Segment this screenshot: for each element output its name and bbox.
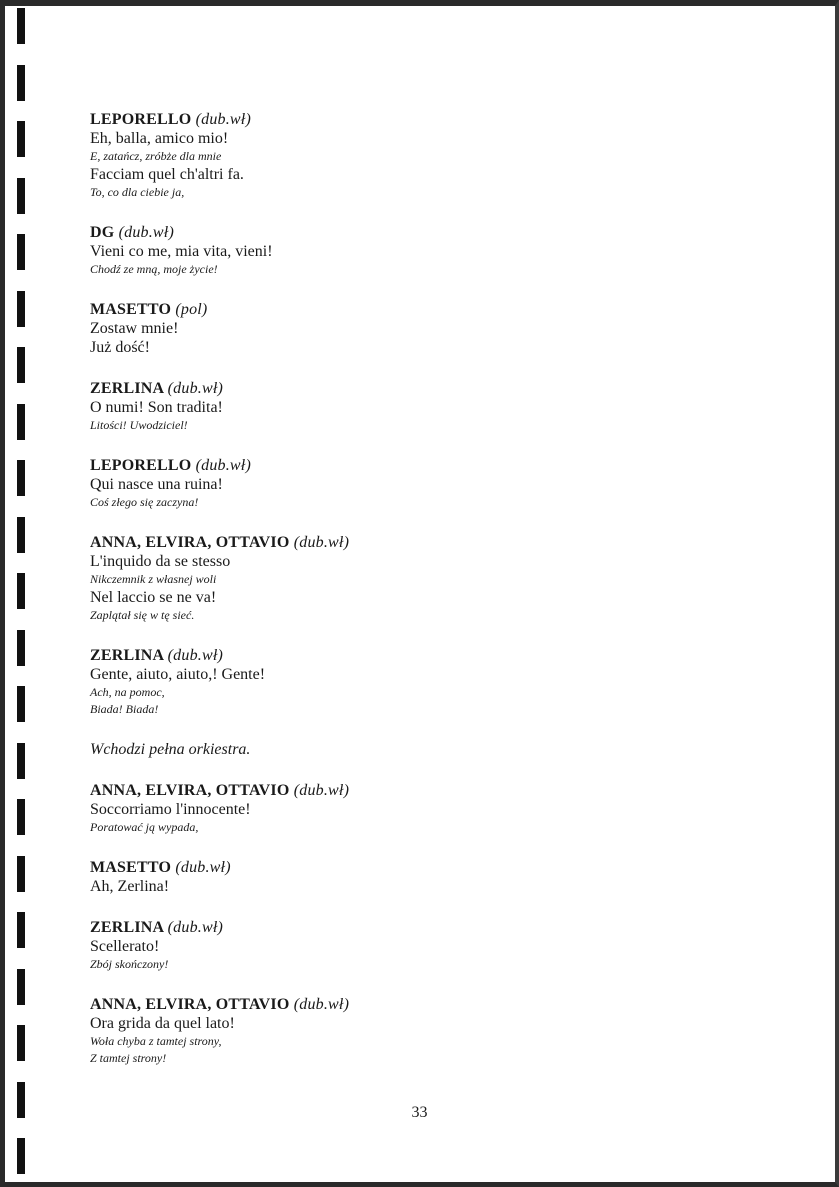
speaker-name: LEPORELLO — [90, 111, 192, 128]
speaker-heading — [90, 858, 790, 877]
speaker-name: ZERLINA — [90, 919, 164, 936]
binder-hole-mark — [17, 517, 25, 553]
translation-line: Ach, na pomoc, — [90, 685, 165, 699]
speaker-heading — [90, 533, 790, 552]
lyric-line: Już dość! — [90, 339, 150, 356]
speaker-heading — [90, 110, 790, 129]
binder-holes — [17, 0, 27, 1187]
binder-hole-mark — [17, 799, 25, 835]
speech-block — [90, 781, 790, 836]
translation-line: Biada! Biada! — [90, 702, 159, 716]
translation-line: Chodź ze mną, moje życie! — [90, 262, 218, 276]
speech-block — [90, 646, 790, 718]
speaker-name: LEPORELLO — [90, 457, 192, 474]
translation-line: Zbój skończony! — [90, 957, 169, 971]
speaker-note: (dub.wł) — [293, 782, 350, 799]
stage-direction: Wchodzi pełna orkiestra. — [90, 741, 251, 758]
binder-hole-mark — [17, 743, 25, 779]
speech-block — [90, 918, 790, 973]
binder-hole-mark — [17, 1138, 25, 1174]
binder-hole-mark — [17, 460, 25, 496]
binder-hole-mark — [17, 856, 25, 892]
speech-block — [90, 533, 790, 624]
lyric-line: Vieni co me, mia vita, vieni! — [90, 243, 273, 260]
lyric-line: Gente, aiuto, aiuto,! Gente! — [90, 666, 266, 683]
speaker-note: (pol) — [175, 301, 208, 318]
lyric-line: Eh, balla, amico mio! — [90, 130, 229, 147]
speaker-name: DG — [90, 224, 115, 241]
speaker-name: MASETTO — [90, 859, 172, 876]
binder-hole-mark — [17, 686, 25, 722]
speaker-note: (dub.wł) — [167, 919, 224, 936]
binder-hole-mark — [17, 1025, 25, 1061]
speaker-note: (dub.wł) — [175, 859, 231, 876]
binder-hole-mark — [17, 121, 25, 157]
speaker-heading — [90, 918, 790, 937]
lyric-line: Soccorriamo l'innocente! — [90, 801, 251, 818]
speaker-name: ANNA, ELVIRA, OTTAVIO — [90, 534, 290, 551]
speaker-note: (dub.wł) — [293, 996, 350, 1013]
lyric-line: O numi! Son tradita! — [90, 399, 223, 416]
speaker-name: ANNA, ELVIRA, OTTAVIO — [90, 782, 290, 799]
speaker-heading — [90, 223, 790, 242]
binder-hole-mark — [17, 630, 25, 666]
lyric-line: Ora grida da quel lato! — [90, 1015, 235, 1032]
translation-line: Nikczemnik z własnej woli — [90, 572, 217, 586]
speaker-heading — [90, 379, 790, 398]
speech-block — [90, 858, 790, 896]
binder-hole-mark — [17, 573, 25, 609]
translation-line: Coś złego się zaczyna! — [90, 495, 199, 509]
translation-line: Poratować ją wypada, — [90, 820, 199, 834]
lyric-line: Zostaw mnie! — [90, 320, 179, 337]
binder-hole-mark — [17, 8, 25, 44]
translation-line: Zaplątał się w tę sieć. — [90, 608, 195, 622]
binder-hole-mark — [17, 65, 25, 101]
speaker-note: (dub.wł) — [118, 224, 174, 241]
translation-line: Woła chyba z tamtej strony, — [90, 1034, 222, 1048]
binder-hole-mark — [17, 912, 25, 948]
translation-line: To, co dla ciebie ja, — [90, 185, 185, 199]
binder-hole-mark — [17, 404, 25, 440]
binder-hole-mark — [17, 178, 25, 214]
translation-line: E, zatańcz, zróbże dla mnie — [90, 149, 222, 163]
speaker-name: ANNA, ELVIRA, OTTAVIO — [90, 996, 290, 1013]
speaker-heading — [90, 995, 790, 1014]
binder-hole-mark — [17, 234, 25, 270]
lyric-line: Facciam quel ch'altri fa. — [90, 166, 244, 183]
speaker-note: (dub.wł) — [167, 647, 224, 664]
lyric-line: Nel laccio se ne va! — [90, 589, 217, 606]
speaker-name: MASETTO — [90, 301, 172, 318]
speaker-heading — [90, 300, 790, 319]
speech-block — [90, 223, 790, 278]
binder-hole-mark — [17, 291, 25, 327]
speaker-note: (dub.wł) — [167, 380, 224, 397]
speaker-name: ZERLINA — [90, 647, 164, 664]
lyric-line: Scellerato! — [90, 938, 160, 955]
binder-hole-mark — [17, 969, 25, 1005]
page-number: 33 — [411, 1104, 428, 1121]
speaker-note: (dub.wł) — [293, 534, 350, 551]
speech-block — [90, 995, 790, 1067]
lyric-line: Qui nasce una ruina! — [90, 476, 223, 493]
lyric-line: Ah, Zerlina! — [90, 878, 170, 895]
speaker-heading — [90, 456, 790, 475]
libretto-text — [90, 110, 790, 1089]
speaker-name: ZERLINA — [90, 380, 164, 397]
speech-block — [90, 110, 790, 201]
translation-line: Litości! Uwodziciel! — [90, 418, 188, 432]
lyric-line: L'inquido da se stesso — [90, 553, 231, 570]
binder-hole-mark — [17, 347, 25, 383]
speech-block — [90, 379, 790, 434]
speech-block — [90, 300, 790, 357]
speaker-note: (dub.wł) — [195, 111, 251, 128]
translation-line: Z tamtej strony! — [90, 1051, 167, 1065]
speaker-heading — [90, 646, 790, 665]
speaker-heading — [90, 781, 790, 800]
speech-block — [90, 456, 790, 511]
speaker-note: (dub.wł) — [195, 457, 251, 474]
